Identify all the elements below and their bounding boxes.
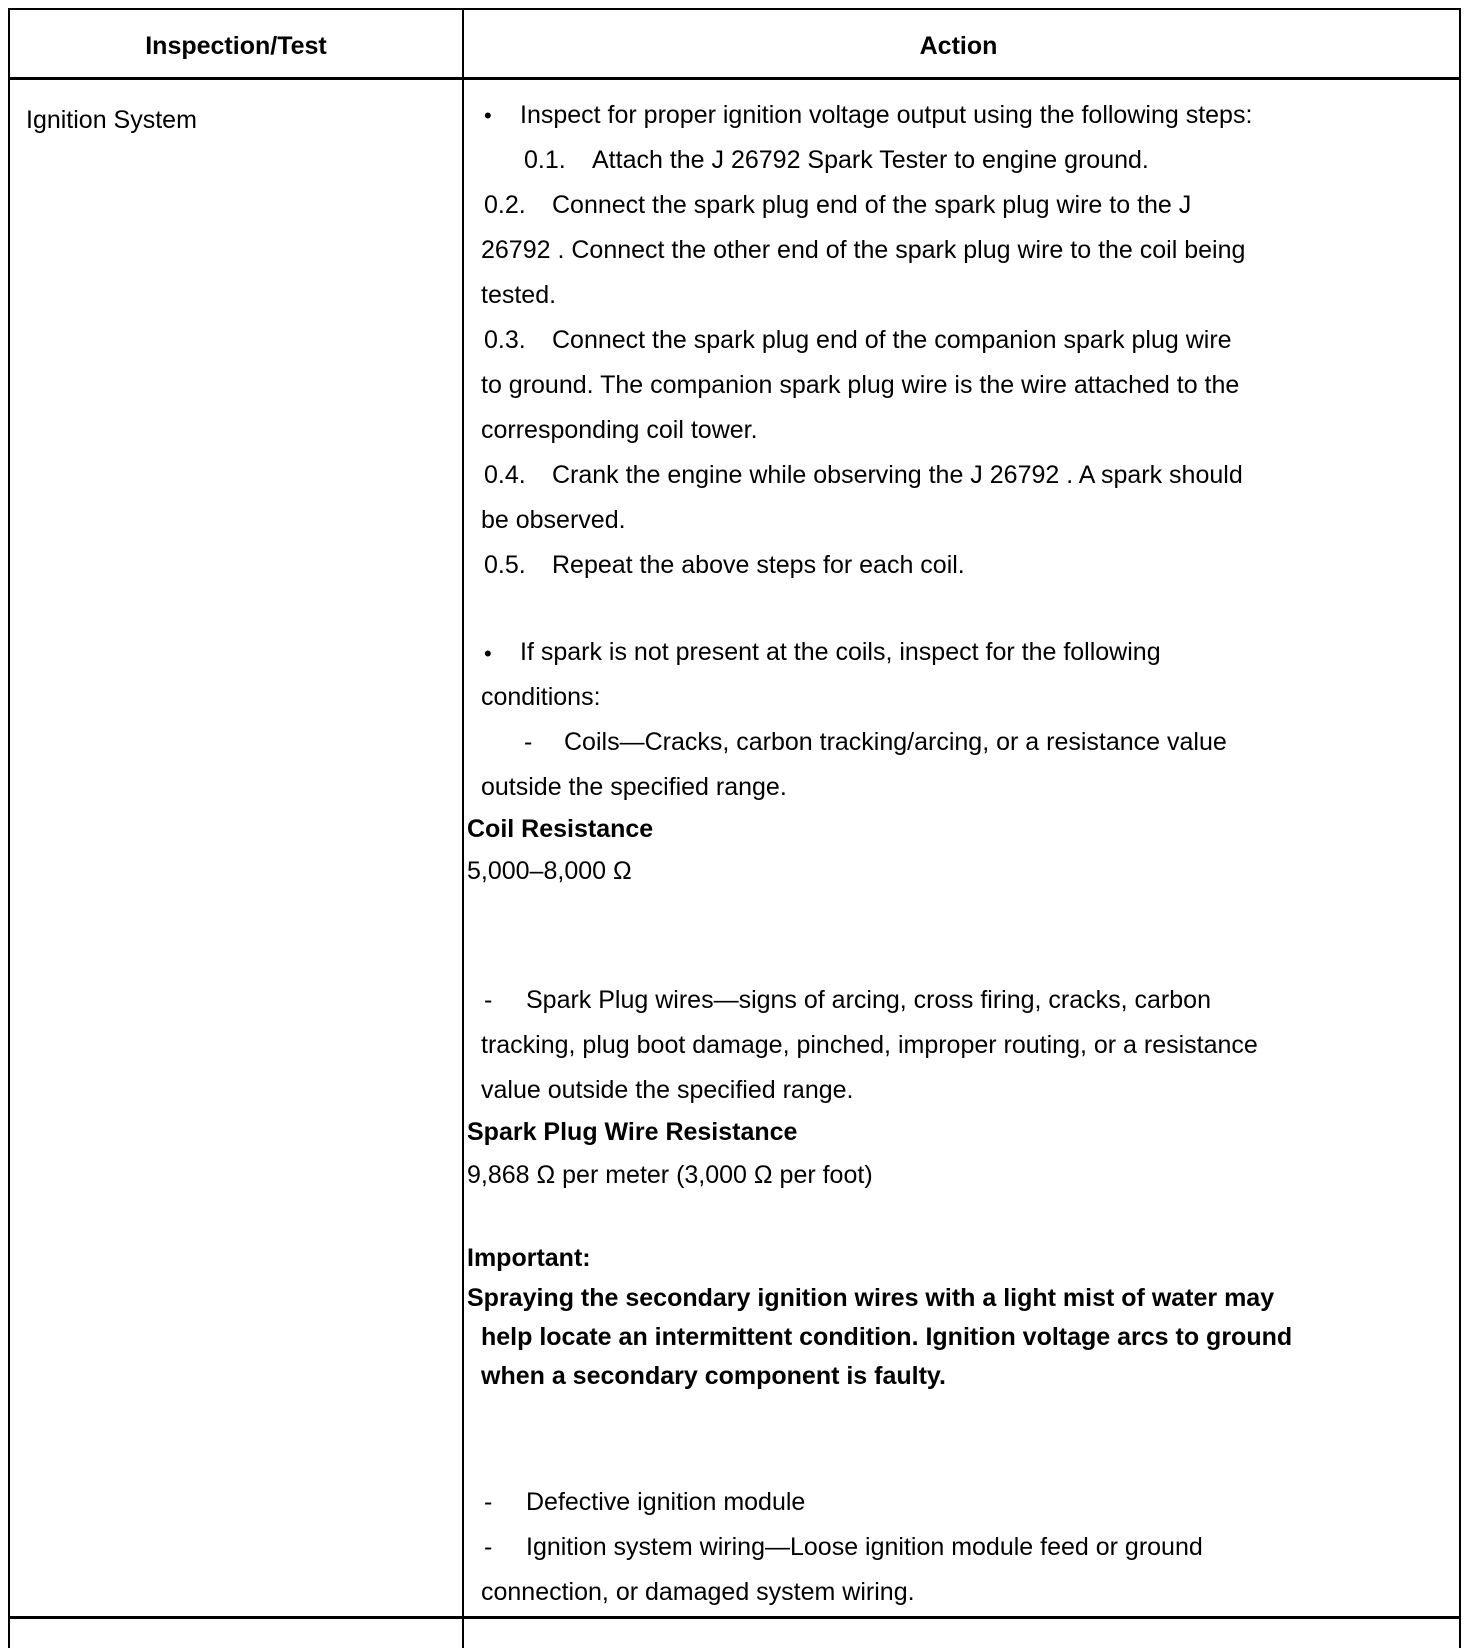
bullet-marker: • (484, 641, 492, 666)
coil-resistance-label: Coil Resistance (467, 815, 654, 843)
step-companion-line1: Connect the spark plug end of the companion spark plug wire (552, 326, 1232, 354)
wire-resistance-label: Spark Plug Wire Resistance (467, 1118, 798, 1146)
step-connect-plug-line2: 26792 . Connect the other end of the spark plug wire to the coil being (481, 236, 1246, 264)
step-repeat: Repeat the above steps for each coil. (552, 551, 965, 579)
step-number: 0.4. (484, 461, 526, 489)
dash-marker: - (484, 986, 493, 1014)
condition-wires-line3: value outside the specified range. (481, 1076, 854, 1104)
important-note-line1: Spraying the secondary ignition wires with a light mist of water may (467, 1284, 1275, 1312)
condition-wiring-line1: Ignition system wiring—Loose ignition module feed or ground (526, 1533, 1203, 1561)
item-no-spark-line2: conditions: (481, 683, 601, 711)
step-crank-line1: Crank the engine while observing the J 26792 . A spark should (552, 461, 1243, 489)
step-number: 0.1. (524, 146, 566, 174)
condition-coils-line1: Coils—Cracks, carbon tracking/arcing, or a resistance value (564, 728, 1227, 756)
item-no-spark-line1: If spark is not present at the coils, inspect for the following (520, 638, 1161, 666)
condition-wires-line2: tracking, plug boot damage, pinched, improper routing, or a resistance (481, 1031, 1258, 1059)
important-note-line3: when a secondary component is faulty. (481, 1362, 946, 1390)
condition-coils-line2: outside the specified range. (481, 773, 787, 801)
step-number: 0.2. (484, 191, 526, 219)
important-label: Important: (467, 1244, 591, 1272)
dash-marker: - (484, 1488, 493, 1516)
bottom-rule (10, 1616, 1459, 1619)
condition-wires-line1: Spark Plug wires—signs of arcing, cross firing, cracks, carbon (526, 986, 1211, 1014)
condition-wiring-line2: connection, or damaged system wiring. (481, 1578, 915, 1606)
step-crank-line2: be observed. (481, 506, 626, 534)
item-inspect-voltage: Inspect for proper ignition voltage output using the following steps: (520, 101, 1253, 129)
step-companion-line3: corresponding coil tower. (481, 416, 758, 444)
step-connect-plug-line1: Connect the spark plug end of the spark plug wire to the J (552, 191, 1192, 219)
step-connect-plug-line3: tested. (481, 281, 557, 309)
important-note-line2: help locate an intermittent condition. Ignition voltage arcs to ground (481, 1323, 1293, 1351)
inspection-cell: Ignition System (26, 106, 197, 134)
header-rule (10, 77, 1459, 80)
wire-resistance-value: 9,868 Ω per meter (3,000 Ω per foot) (467, 1161, 873, 1189)
coil-resistance-value: 5,000–8,000 Ω (467, 857, 632, 885)
step-number: 0.5. (484, 551, 526, 579)
step-number: 0.3. (484, 326, 526, 354)
dash-marker: - (524, 728, 533, 756)
step-attach-tester: Attach the J 26792 Spark Tester to engine ground. (592, 146, 1149, 174)
column-header-action: Action (919, 32, 998, 60)
step-companion-line2: to ground. The companion spark plug wire is the wire attached to the (481, 371, 1240, 399)
column-divider (462, 10, 464, 1648)
dash-marker: - (484, 1533, 493, 1561)
column-header-inspection: Inspection/Test (145, 32, 327, 60)
condition-module: Defective ignition module (526, 1488, 806, 1516)
bullet-marker: • (484, 103, 492, 128)
